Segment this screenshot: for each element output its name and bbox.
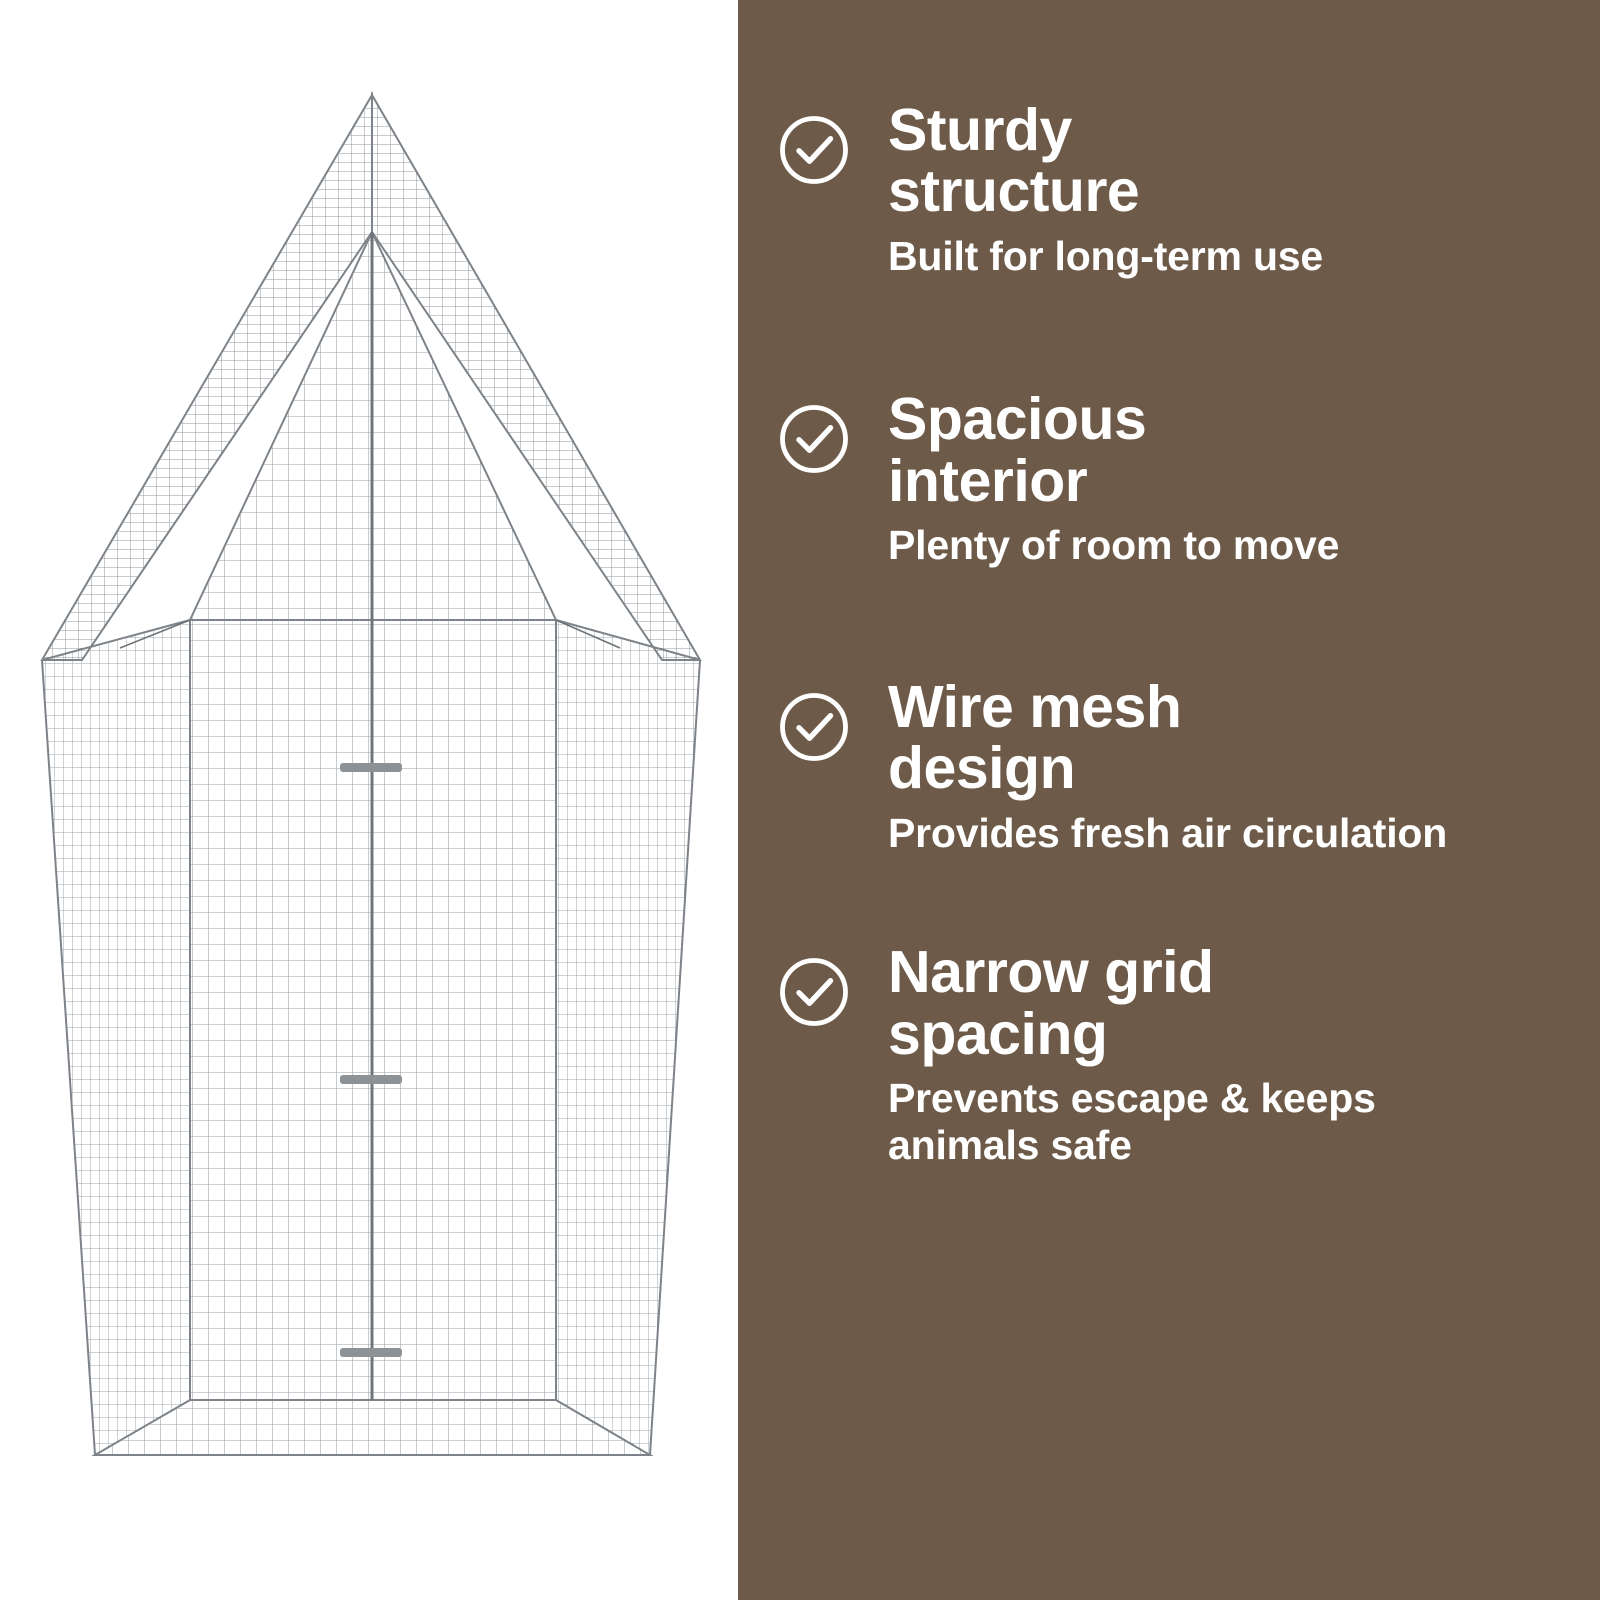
check-icon-wrap	[778, 942, 862, 1028]
product-illustration	[0, 0, 738, 1600]
check-circle-icon	[778, 403, 850, 475]
feature-description: Provides fresh air circulation	[888, 809, 1448, 856]
feature-text	[862, 939, 1540, 1168]
features-panel	[738, 0, 1600, 1600]
feature-item	[778, 97, 1540, 279]
check-circle-icon	[778, 114, 850, 186]
feature-description: Plenty of room to move	[888, 522, 1340, 569]
check-icon-wrap	[778, 389, 862, 475]
feature-title: Narrow grid spacing	[888, 939, 1214, 1067]
feature-description: Built for long-term use	[888, 232, 1324, 279]
feature-title: Wire mesh design	[888, 673, 1182, 802]
feature-text	[862, 386, 1540, 569]
check-circle-icon	[778, 691, 850, 763]
feature-text	[862, 673, 1540, 856]
check-icon-wrap	[778, 677, 862, 763]
product-image-panel	[0, 0, 738, 1600]
feature-item	[778, 939, 1540, 1168]
feature-title: Spacious interior	[888, 386, 1147, 514]
feature-title: Sturdy structure	[888, 97, 1140, 225]
check-circle-icon	[778, 956, 850, 1028]
feature-item	[778, 386, 1540, 569]
feature-text	[862, 97, 1540, 279]
check-icon-wrap	[778, 100, 862, 186]
feature-description: Prevents escape & keeps animals safe	[888, 1075, 1376, 1168]
feature-item	[778, 673, 1540, 856]
